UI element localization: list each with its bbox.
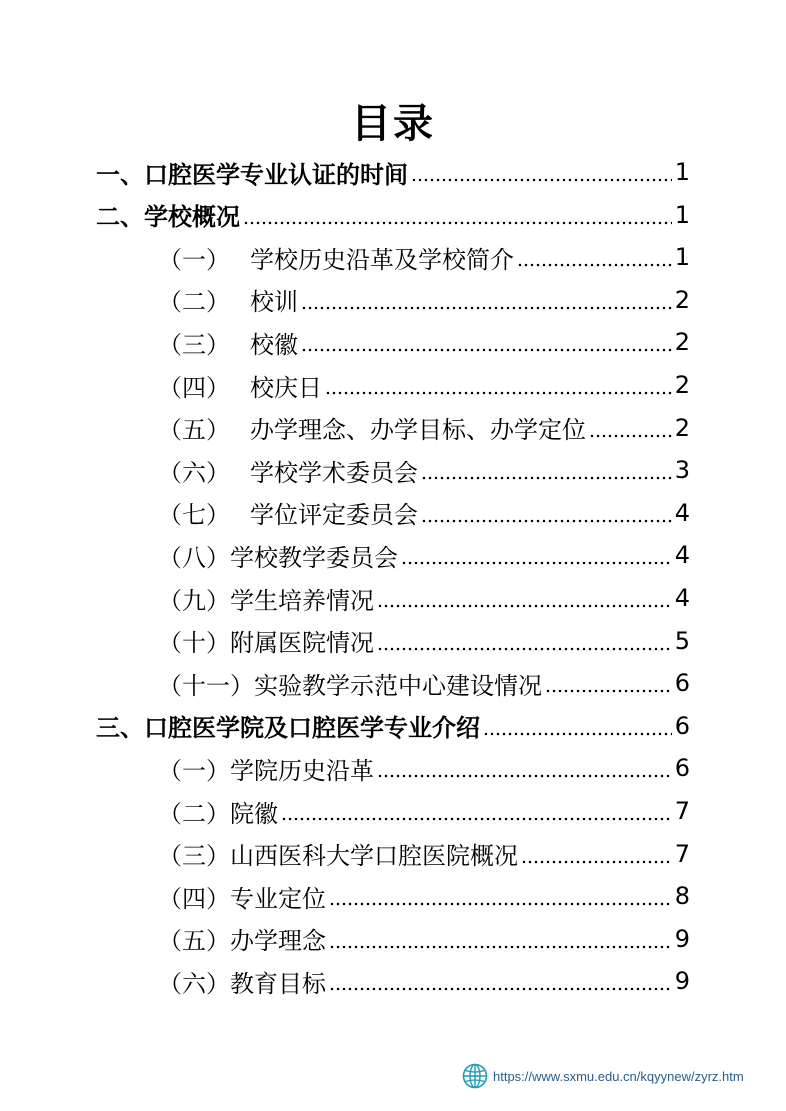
toc-page-number: 3 xyxy=(674,456,690,485)
toc-dot-leader xyxy=(301,348,672,352)
toc-page-number: 9 xyxy=(674,924,690,953)
globe-icon xyxy=(462,1063,488,1089)
toc-entry-number: （一） xyxy=(158,756,230,785)
toc-entry-number: （四） xyxy=(158,373,230,402)
toc-entry[interactable] xyxy=(158,280,690,320)
toc-dot-leader xyxy=(329,945,672,949)
toc-page-number: 5 xyxy=(674,626,690,655)
toc-page-number: 7 xyxy=(674,839,690,868)
toc-dot-leader xyxy=(377,647,672,651)
toc-entry-label: 学院历史沿革 xyxy=(230,756,374,785)
toc-entry-number: （四） xyxy=(158,884,230,913)
toc-page-number: 8 xyxy=(674,882,690,911)
toc-entry[interactable] xyxy=(158,535,690,575)
footer-url[interactable]: https://www.sxmu.edu.cn/kqyynew/zyrz.htm xyxy=(493,1068,744,1084)
toc-dot-leader xyxy=(411,178,672,182)
toc-entry-label: 校庆日 xyxy=(250,373,322,402)
toc-entry-label: 学校学术委员会 xyxy=(250,458,418,487)
toc-entry-label: 学校概况 xyxy=(144,203,240,232)
toc-entry-number: 一、 xyxy=(96,160,144,189)
toc-entry[interactable] xyxy=(158,322,690,362)
toc-entry-number: 二、 xyxy=(96,203,144,232)
toc-page-number: 2 xyxy=(674,328,690,357)
toc-page-number: 1 xyxy=(674,243,690,272)
toc-entry-number: 三、 xyxy=(96,714,144,743)
toc-entry-label: 学生培养情况 xyxy=(230,586,374,615)
toc-entry[interactable] xyxy=(158,748,690,788)
toc-entry[interactable] xyxy=(96,195,690,235)
toc-entry[interactable] xyxy=(158,961,690,1001)
toc-entry-number: （五） xyxy=(158,927,230,956)
toc-entry-number: （三） xyxy=(158,842,230,871)
toc-page-number: 2 xyxy=(674,413,690,442)
page-title: 目录 xyxy=(351,101,435,147)
toc-entry[interactable] xyxy=(158,919,690,959)
toc-page-number: 6 xyxy=(674,711,690,740)
toc-page-number: 4 xyxy=(674,584,690,612)
footer-link[interactable] xyxy=(462,1062,744,1090)
toc-entry-label: 山西医科大学口腔医院概况 xyxy=(230,842,518,871)
toc-dot-leader xyxy=(377,604,672,608)
toc-page-number: 2 xyxy=(674,285,690,314)
toc-page-number: 4 xyxy=(674,498,690,527)
toc-page-number: 7 xyxy=(674,797,690,825)
toc-dot-leader xyxy=(325,391,672,395)
toc-dot-leader xyxy=(589,434,672,438)
toc-entry[interactable] xyxy=(158,365,690,405)
toc-page-number: 6 xyxy=(674,669,690,698)
toc-entry-label: 办学理念、办学目标、办学定位 xyxy=(250,416,586,445)
toc-page-number: 1 xyxy=(674,158,690,186)
toc-entry-label: 附属医院情况 xyxy=(230,629,374,658)
toc-entry[interactable] xyxy=(158,791,690,831)
toc-entry[interactable] xyxy=(158,876,690,916)
toc-entry[interactable] xyxy=(158,621,690,661)
toc-entry-number: （十一） xyxy=(158,671,254,700)
toc-dot-leader xyxy=(329,987,672,991)
toc-entry-label: 校徽 xyxy=(250,330,298,359)
toc-entry[interactable] xyxy=(158,834,690,874)
toc-entry[interactable] xyxy=(158,408,690,448)
toc-dot-leader xyxy=(243,221,672,225)
toc-page-number: 9 xyxy=(674,967,690,996)
toc-entry[interactable] xyxy=(96,706,690,746)
toc-entry-number: （六） xyxy=(158,969,230,998)
toc-dot-leader xyxy=(521,860,672,864)
toc-dot-leader xyxy=(329,902,672,906)
toc-entry-label: 学位评定委员会 xyxy=(250,501,418,530)
toc-entry-label: 校训 xyxy=(250,288,298,317)
toc-entry[interactable] xyxy=(158,493,690,533)
toc-entry-number: （一） xyxy=(158,245,230,274)
toc-entry-label: 专业定位 xyxy=(230,884,326,913)
toc-entry-label: 办学理念 xyxy=(230,927,326,956)
toc-entry-number: （五） xyxy=(158,416,230,445)
toc-dot-leader xyxy=(545,689,672,693)
toc-dot-leader xyxy=(301,306,672,310)
toc-entry-number: （二） xyxy=(158,288,230,317)
toc-page-number: 6 xyxy=(674,754,690,783)
toc-dot-leader xyxy=(483,732,672,736)
toc-entry-number: （三） xyxy=(158,330,230,359)
toc-dot-leader xyxy=(401,561,672,565)
toc-entry-number: （二） xyxy=(158,799,230,828)
toc-entry[interactable] xyxy=(158,450,690,490)
toc-entry[interactable] xyxy=(158,237,690,277)
toc-dot-leader xyxy=(281,817,672,821)
toc-dot-leader xyxy=(517,263,672,267)
toc-entry-number: （八） xyxy=(158,543,230,572)
toc-entry-label: 院徽 xyxy=(230,799,278,828)
toc-entry-label: 口腔医学院及口腔医学专业介绍 xyxy=(144,714,480,743)
toc-page-number: 2 xyxy=(674,371,690,399)
toc-entry[interactable] xyxy=(158,578,690,618)
toc-entry-number: （十） xyxy=(158,629,230,658)
toc-entry-label: 学校教学委员会 xyxy=(230,543,398,572)
toc-entry-label: 口腔医学专业认证的时间 xyxy=(144,160,408,189)
toc-entry-label: 学校历史沿革及学校简介 xyxy=(250,245,514,274)
toc-entry[interactable] xyxy=(96,152,690,192)
toc-dot-leader xyxy=(421,519,672,523)
toc-entry-number: （六） xyxy=(158,458,230,487)
toc-page-number: 4 xyxy=(674,541,690,570)
toc-entry-number: （七） xyxy=(158,501,230,530)
toc-dot-leader xyxy=(377,774,672,778)
toc-entry-label: 实验教学示范中心建设情况 xyxy=(254,671,542,700)
toc-entry-number: （九） xyxy=(158,586,230,615)
toc-page-number: 1 xyxy=(674,200,690,229)
toc-entry[interactable] xyxy=(158,663,690,703)
toc-dot-leader xyxy=(421,476,672,480)
toc-entry-label: 教育目标 xyxy=(230,969,326,998)
